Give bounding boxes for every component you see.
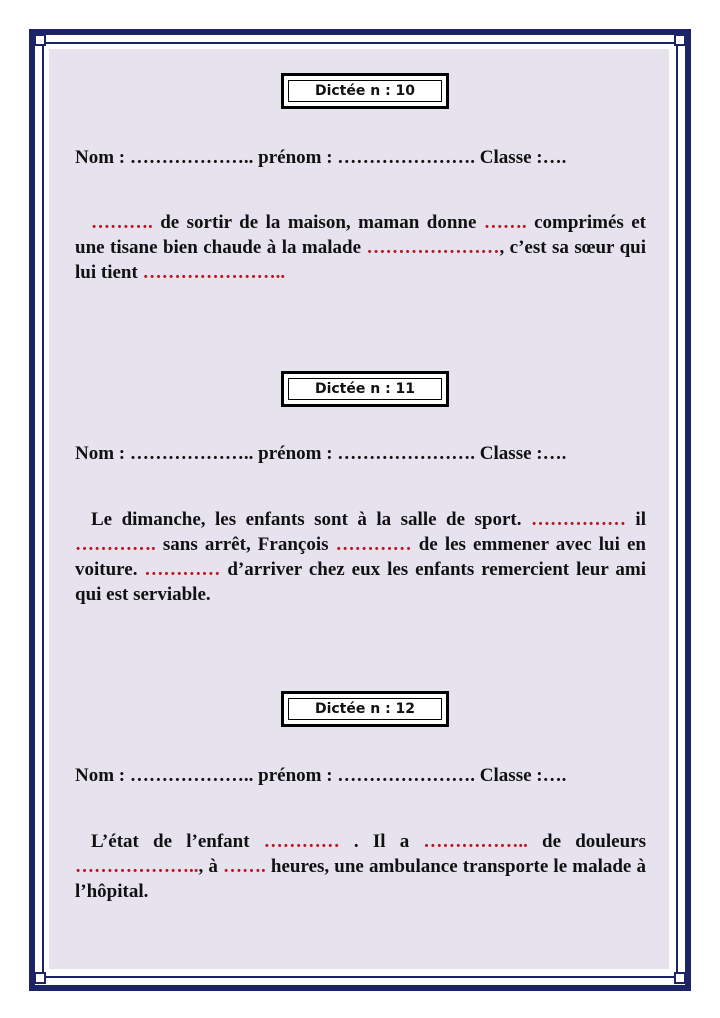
nom-label: Nom :	[75, 443, 130, 464]
blank-field[interactable]: ………….	[75, 534, 156, 555]
blank-field[interactable]: …………	[263, 831, 340, 852]
classe-label[interactable]: Classe :….	[479, 443, 567, 464]
corner-ornament	[674, 972, 686, 984]
dictee-10-name-line	[75, 147, 655, 169]
dictation-text: il	[625, 509, 646, 530]
dictee-12-title-box	[281, 691, 449, 727]
corner-ornament	[34, 972, 46, 984]
nom-field[interactable]: ………………..	[129, 765, 259, 786]
dictation-text: L’état de l’enfant	[91, 831, 264, 852]
blank-field[interactable]: ………………..	[75, 856, 199, 877]
prenom-field[interactable]: ………………….	[337, 443, 480, 464]
blank-field[interactable]: ……………..	[423, 831, 528, 852]
dictee-title: Dictée n : 12	[288, 698, 442, 720]
nom-field[interactable]: ………………..	[129, 147, 259, 168]
dictee-12-name-line	[75, 765, 655, 787]
dictee-11-name-line	[75, 443, 655, 465]
blank-field[interactable]: …………………	[366, 237, 500, 258]
corner-ornament	[674, 34, 686, 46]
dictation-text: de sortir de la maison, maman donne	[152, 212, 484, 233]
corner-ornament	[34, 34, 46, 46]
dictation-text: , c’est sa sœur qui lui tient	[75, 237, 646, 283]
blank-field[interactable]: …………	[144, 559, 221, 580]
dictee-10-text	[75, 210, 646, 285]
dictation-text: de les emmener avec lui en voiture.	[75, 534, 646, 580]
blank-field[interactable]: ……….	[91, 212, 153, 233]
dictation-text: heures, une ambulance transporte le malade à l’hôpital.	[75, 856, 647, 902]
dictee-11-text	[75, 507, 646, 607]
prenom-field[interactable]: ………………….	[337, 147, 480, 168]
dictee-title: Dictée n : 11	[288, 378, 442, 400]
dictee-11-title-box	[281, 371, 449, 407]
classe-label[interactable]: Classe :….	[479, 147, 567, 168]
prenom-label: prénom :	[258, 765, 338, 786]
dictation-text: sans arrêt, François	[155, 534, 336, 555]
blank-field[interactable]: …….	[483, 212, 527, 233]
blank-field[interactable]: …….	[223, 856, 266, 877]
nom-field[interactable]: ………………..	[129, 443, 259, 464]
blank-field[interactable]: …………	[335, 534, 412, 555]
classe-label[interactable]: Classe :….	[479, 765, 567, 786]
prenom-field[interactable]: ………………….	[337, 765, 480, 786]
prenom-label: prénom :	[258, 147, 338, 168]
blank-field[interactable]: …………………..	[142, 262, 286, 283]
dictee-10-title-box	[281, 73, 449, 109]
dictee-title: Dictée n : 10	[288, 80, 442, 102]
dictation-text: , à	[198, 856, 224, 877]
dictation-text: Le dimanche, les enfants sont à la salle de sport.	[91, 509, 531, 530]
dictation-text: comprimés et une tisane bien chaude à la malade	[75, 212, 646, 258]
blank-field[interactable]: ……………	[530, 509, 626, 530]
dictation-text: d’arriver chez eux les enfants remercient leur ami qui est serviable.	[75, 559, 646, 605]
nom-label: Nom :	[75, 147, 130, 168]
dictation-text: de douleurs	[527, 831, 646, 852]
dictation-text: . Il a	[339, 831, 424, 852]
dictee-12-text	[75, 829, 646, 904]
prenom-label: prénom :	[258, 443, 338, 464]
nom-label: Nom :	[75, 765, 130, 786]
